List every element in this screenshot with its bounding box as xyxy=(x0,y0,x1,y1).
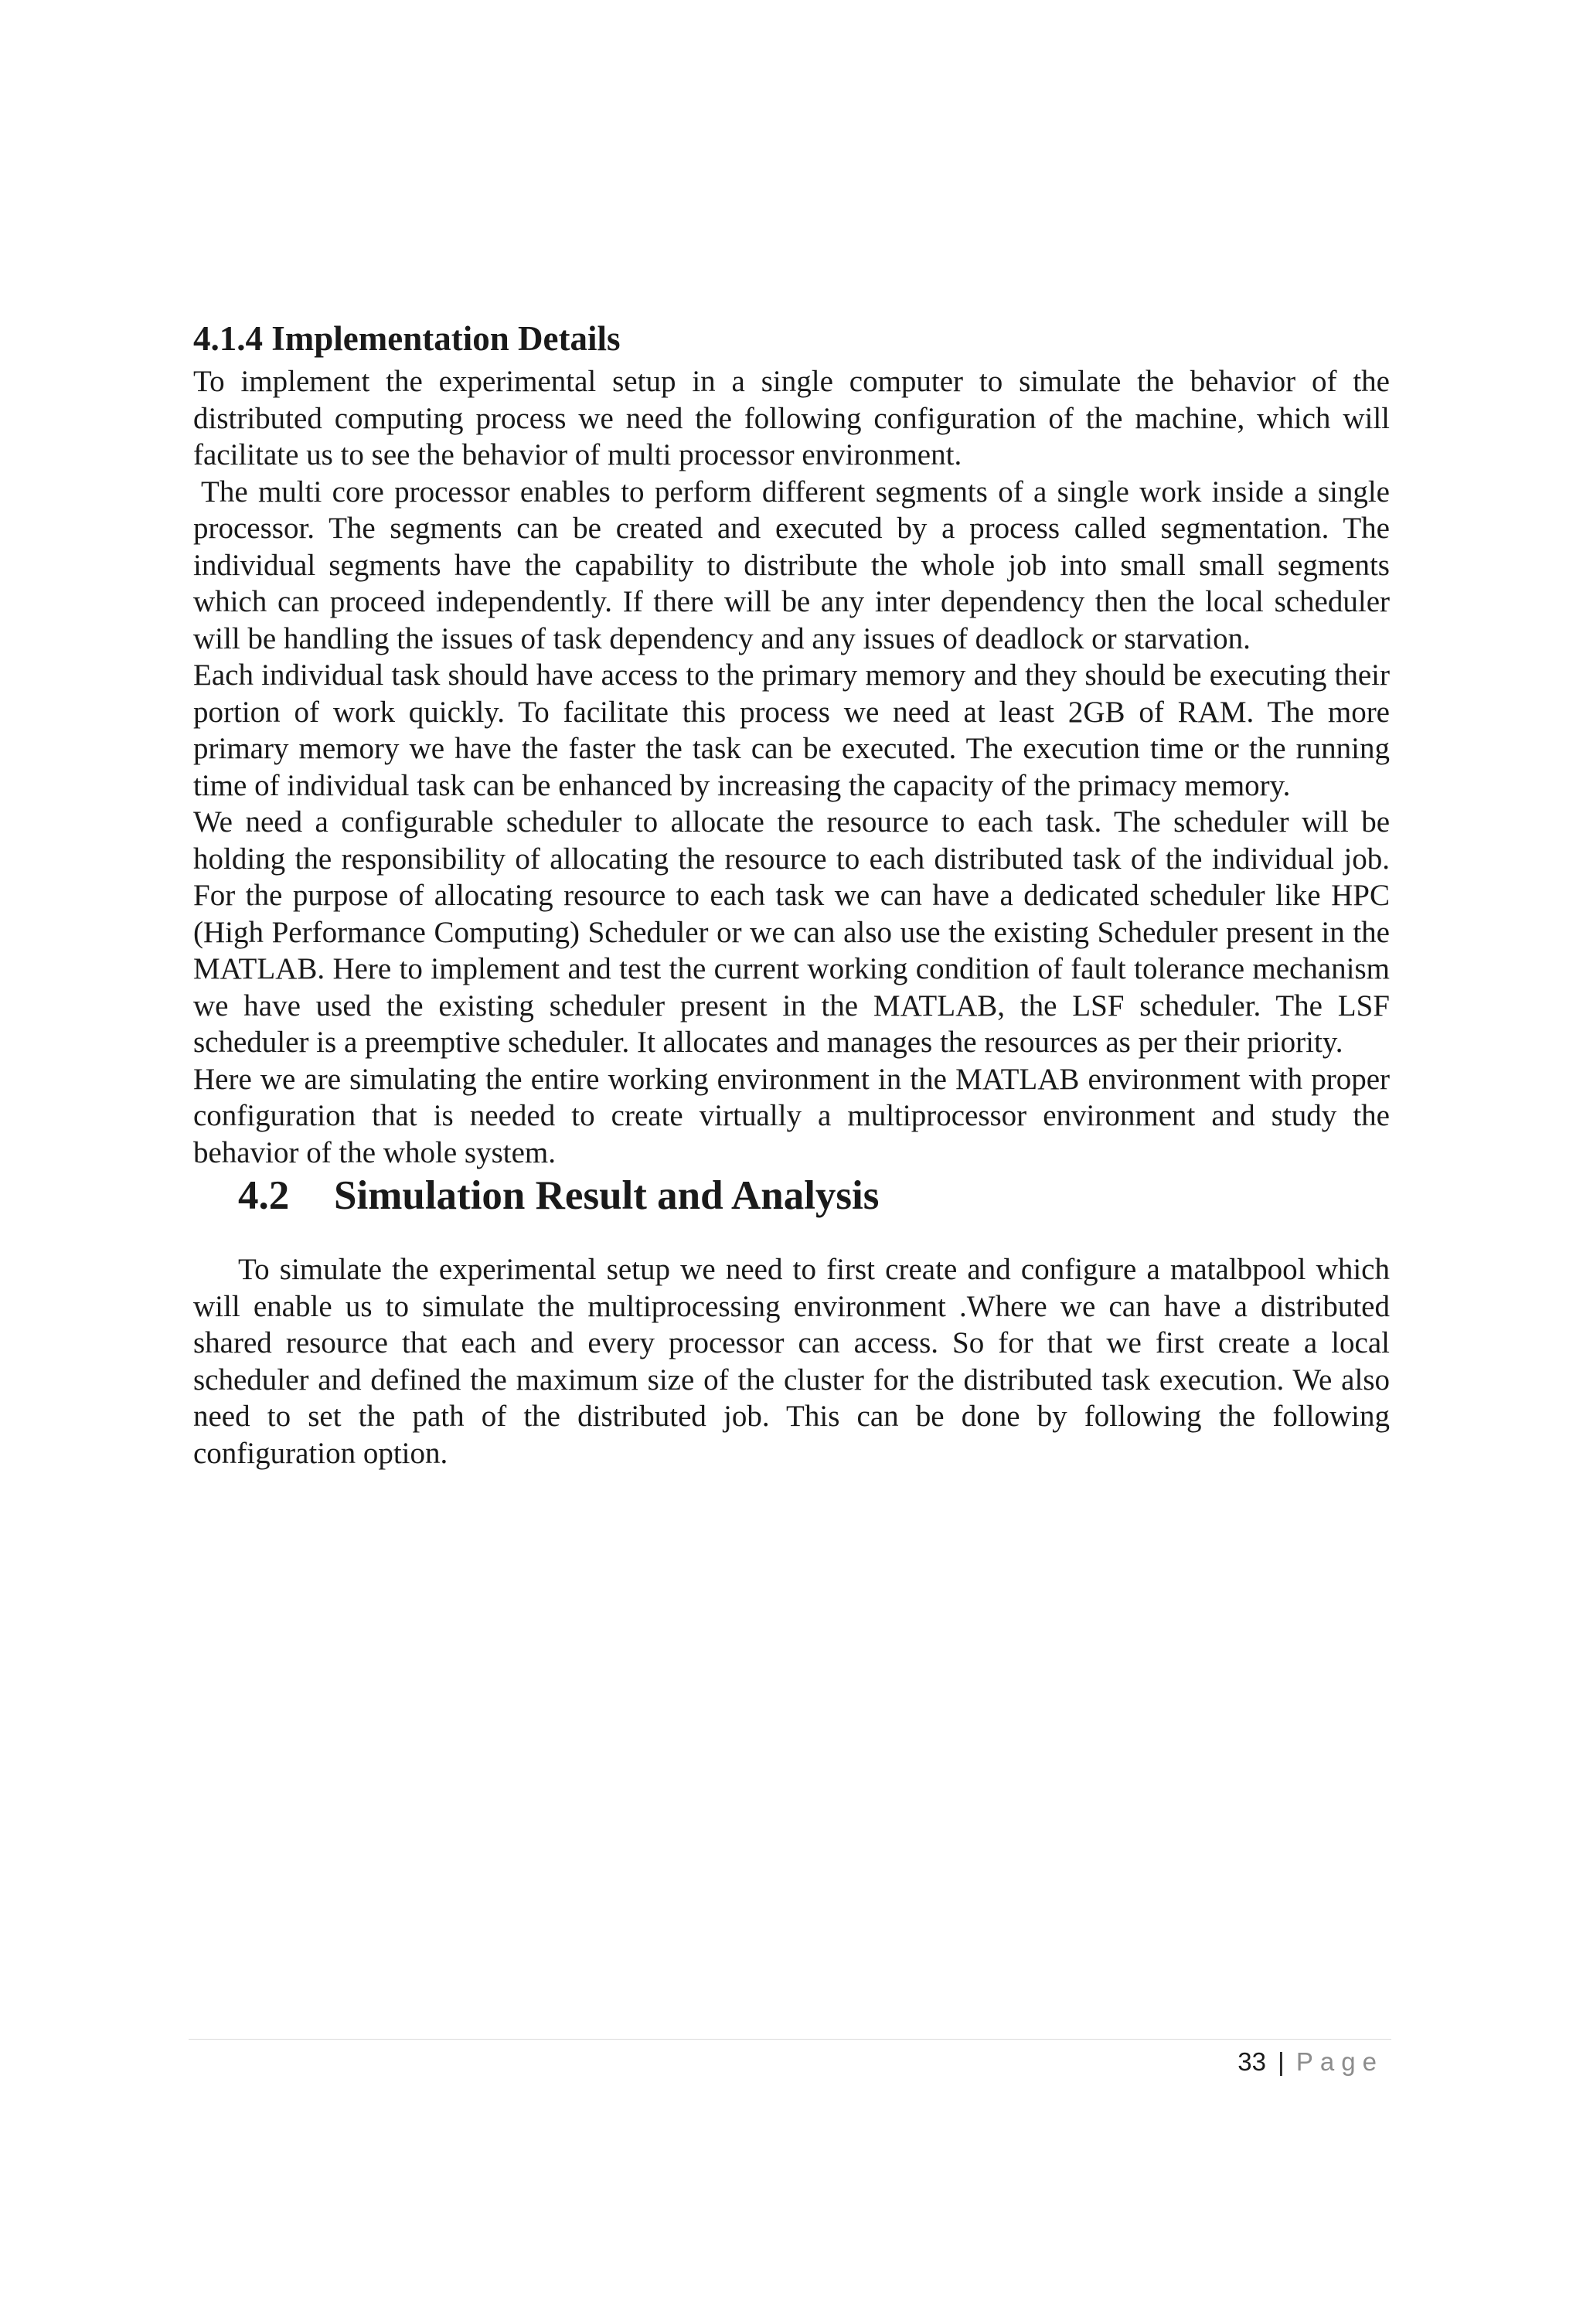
page-footer xyxy=(1237,2043,1384,2081)
paragraph-simulation: To simulate the experimental setup we need to first create and configure a matalbpool which will enable us to simulate the multiprocessing environment .Where we can have a distributed shared resource that each and every processor can access. So for that we first create a local scheduler and defined the maximum size of the cluster for the distributed task execution. We also need to set the path of the distributed job. This can be done by following the following configuration option. xyxy=(193,1253,1390,1470)
section-heading xyxy=(193,1171,1390,1220)
page-label: Page xyxy=(1295,2047,1384,2076)
paragraph-multi-core: The multi core processor enables to perform different segments of a single work inside a single processor. The segments can be created and executed by a process called segmentation. The individual segments have the capability to distribute the whole job into small small segments which can proceed independently. If there will be any inter dependency then the local scheduler will be handling the issues of task dependency and any issues of deadlock or starvation. xyxy=(193,475,1390,655)
paragraph-primary-memory: Each individual task should have access to the primary memory and they should be executing their portion of work quickly. To facilitate this process we need at least 2GB of RAM. The more primary memory we have the faster the task can be executed. The execution time or the running time of individual task can be enhanced by increasing the capacity of the primacy memory. xyxy=(193,658,1390,802)
paragraph-implement-setup: To implement the experimental setup in a single computer to simulate the behavior of the distributed computing process we need the following configuration of the machine, which will facilitate us to see the behavior of multi processor environment. xyxy=(193,365,1390,471)
paragraph-scheduler: We need a configurable scheduler to allocate the resource to each task. The scheduler will be holding the responsibility of allocating the resource to each distributed task of the individual job. For the purpose of allocating resource to each task we can have a dedicated scheduler like HPC (High Performance Computing) Scheduler or we can also use the existing Scheduler present in the MATLAB. Here to implement and test the current working condition of fault tolerance mechanism we have used the existing scheduler present in the MATLAB, the LSF scheduler. The LSF scheduler is a preemptive scheduler. It allocates and manages the resources as per their priority. xyxy=(193,805,1390,1059)
footer-separator: | xyxy=(1278,2047,1285,2076)
page-number: 33 xyxy=(1237,2047,1266,2076)
page-content xyxy=(193,314,1390,1472)
footer-divider xyxy=(189,2039,1391,2040)
section-title: Simulation Result and Analysis xyxy=(334,1173,880,1218)
section-number: 4.2 xyxy=(238,1173,290,1218)
subsection-title: 4.1.4 Implementation Details xyxy=(193,319,621,358)
paragraph-matlab-environment: Here we are simulating the entire working environment in the MATLAB environment with proper configuration that is needed to create virtually a multiprocessor environment and study the behavior of the whole system. xyxy=(193,1062,1390,1169)
